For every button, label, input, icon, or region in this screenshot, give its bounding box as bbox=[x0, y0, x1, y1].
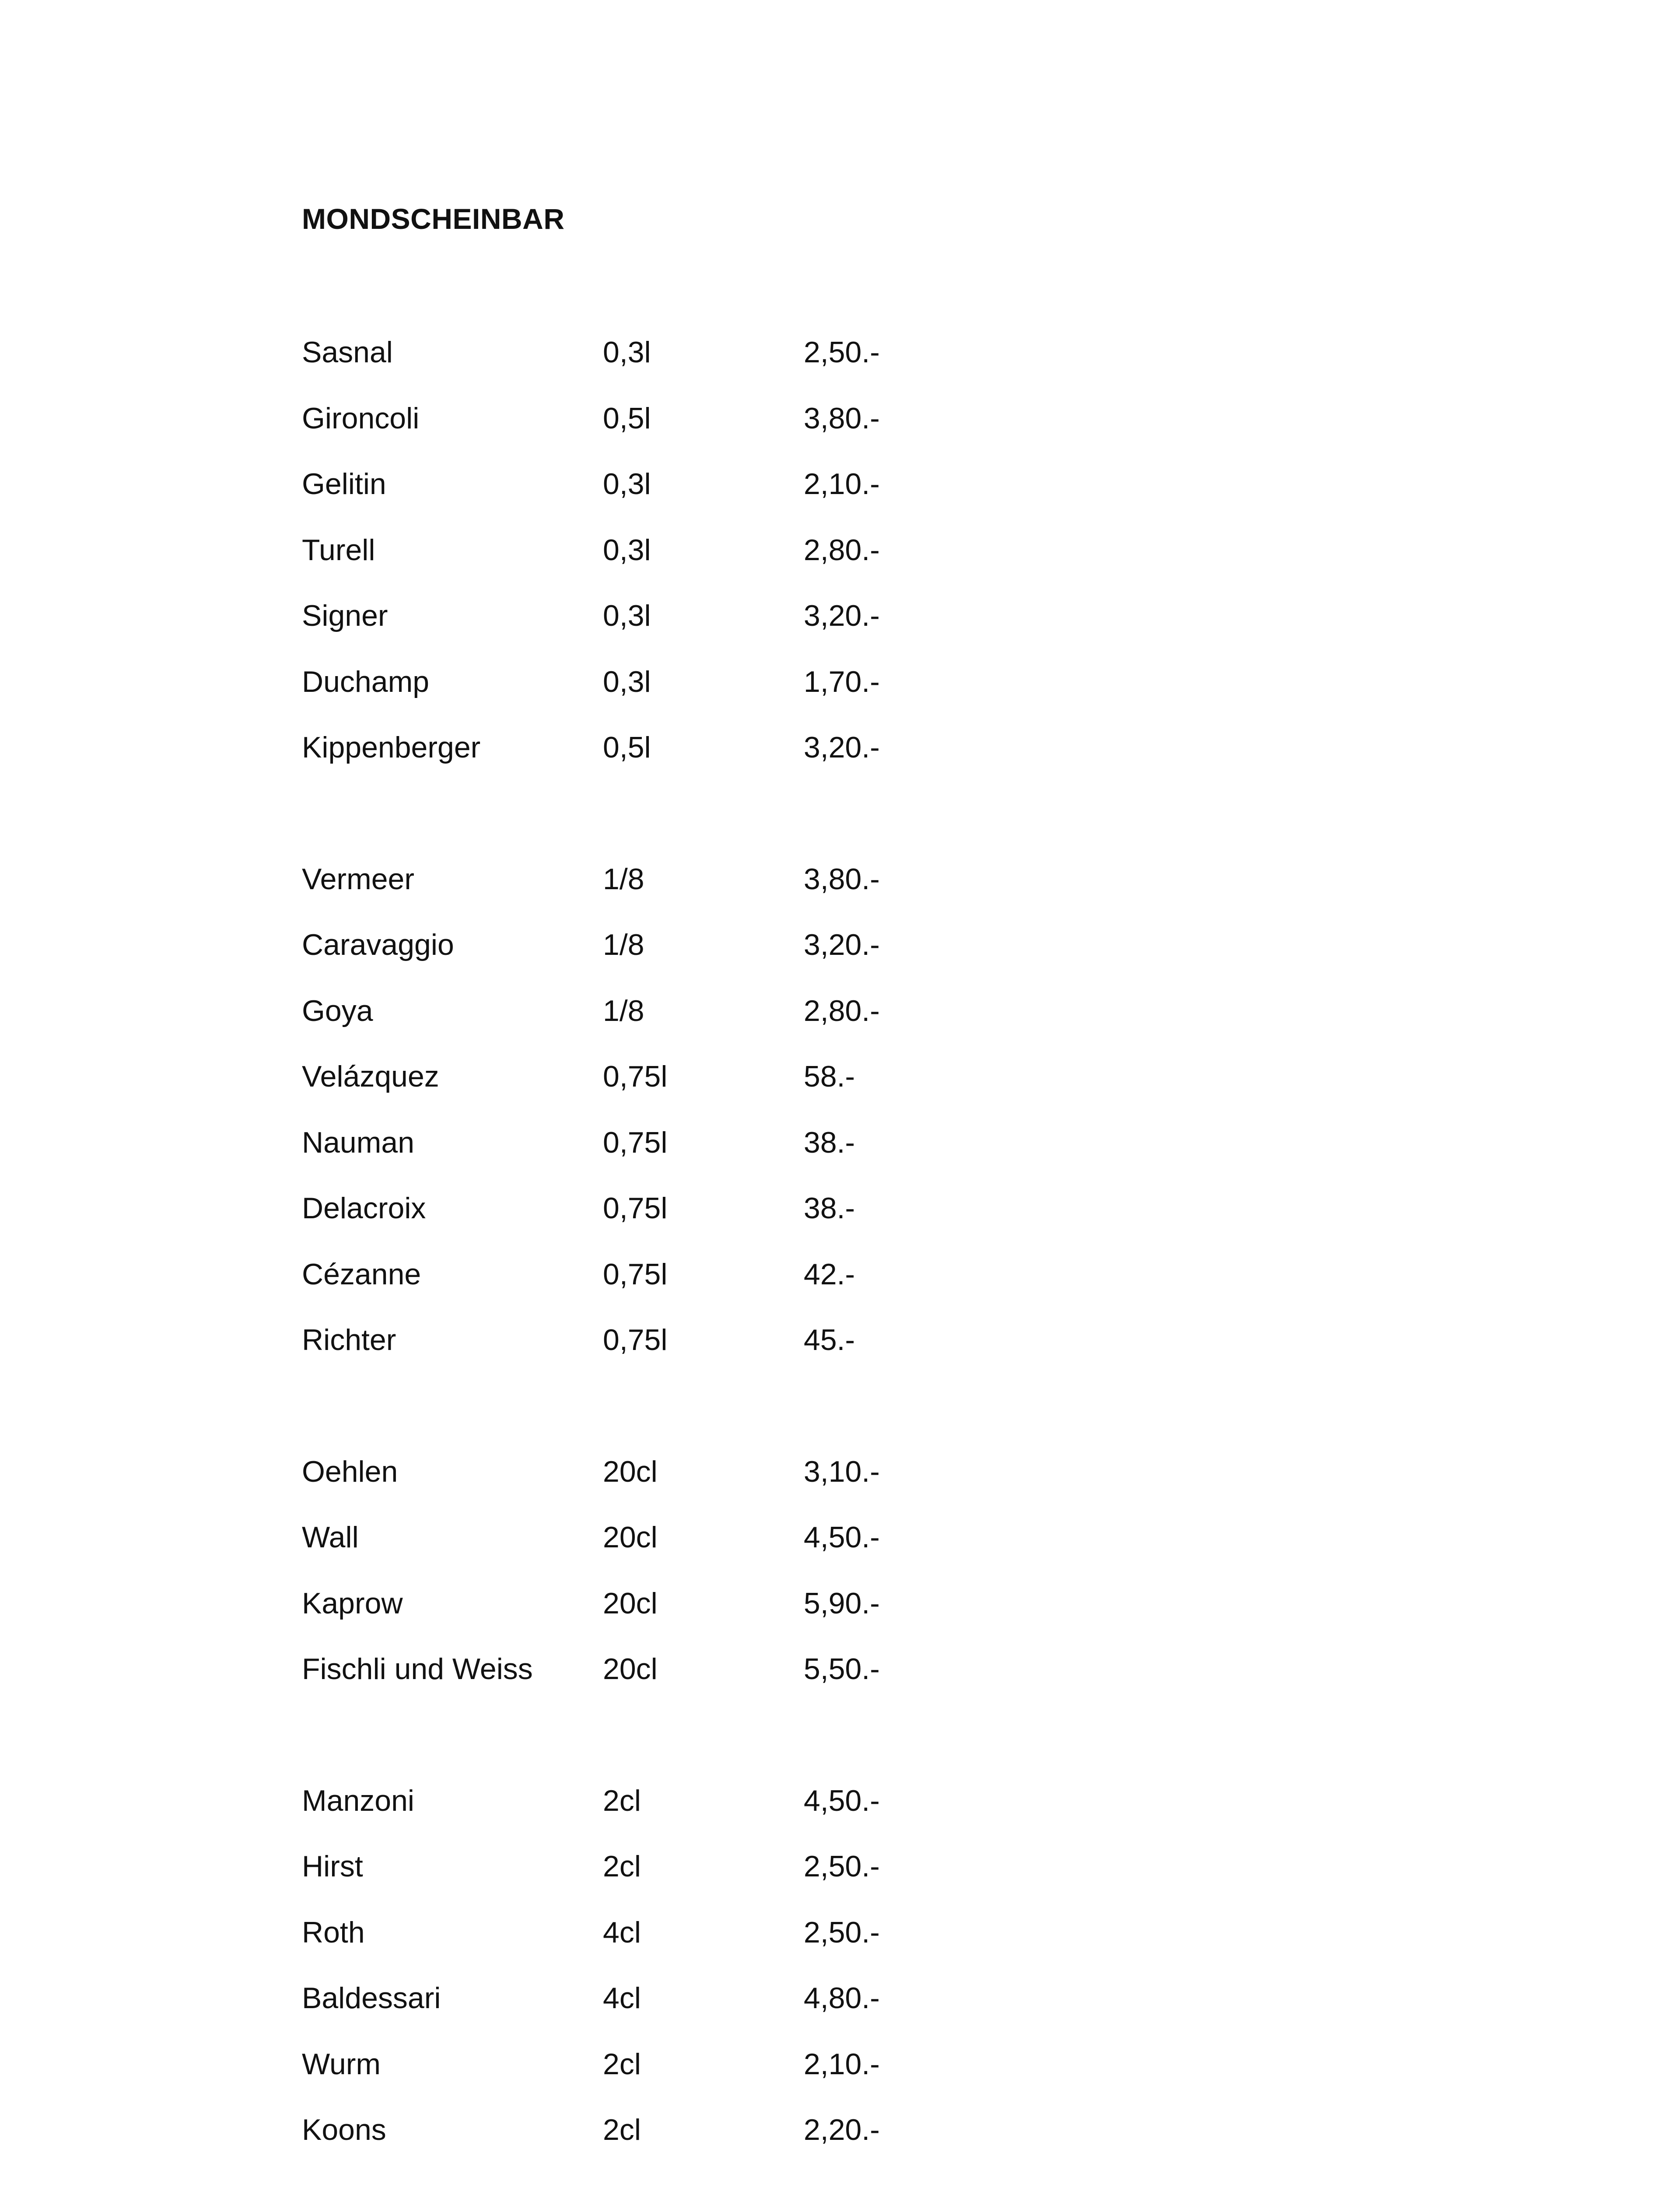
menu-row bbox=[302, 857, 1352, 923]
item-size: 20cl bbox=[603, 1521, 658, 1554]
item-size: 0,3l bbox=[603, 467, 651, 501]
item-price: 3,10.- bbox=[804, 1455, 880, 1488]
item-name: Cézanne bbox=[302, 1257, 421, 1291]
item-size: 20cl bbox=[603, 1455, 658, 1488]
item-size: 1/8 bbox=[603, 994, 644, 1027]
item-name: Vermeer bbox=[302, 862, 414, 896]
item-price: 2,10.- bbox=[804, 2047, 880, 2081]
menu-section-4 bbox=[302, 1779, 1352, 2174]
menu-row bbox=[302, 1450, 1352, 1516]
item-name: Turell bbox=[302, 533, 375, 567]
menu-row bbox=[302, 1318, 1352, 1384]
item-price: 4,50.- bbox=[804, 1521, 880, 1554]
item-size: 20cl bbox=[603, 1586, 658, 1620]
item-name: Wall bbox=[302, 1521, 359, 1554]
item-size: 0,3l bbox=[603, 665, 651, 698]
item-name: Signer bbox=[302, 599, 388, 632]
item-price: 3,80.- bbox=[804, 862, 880, 896]
item-size: 4cl bbox=[603, 1981, 641, 2015]
item-size: 0,3l bbox=[603, 336, 651, 369]
item-name: Baldessari bbox=[302, 1981, 441, 2015]
menu-row bbox=[302, 1186, 1352, 1252]
item-price: 3,80.- bbox=[804, 401, 880, 435]
menu-row bbox=[302, 2042, 1352, 2108]
item-size: 0,3l bbox=[603, 599, 651, 632]
page-title: MONDSCHEINBAR bbox=[302, 203, 565, 235]
item-size: 0,75l bbox=[603, 1257, 668, 1291]
item-price: 2,50.- bbox=[804, 1915, 880, 1949]
item-price: 5,50.- bbox=[804, 1652, 880, 1686]
item-name: Manzoni bbox=[302, 1784, 415, 1817]
item-name: Roth bbox=[302, 1915, 365, 1949]
item-name: Hirst bbox=[302, 1850, 363, 1883]
item-name: Gironcoli bbox=[302, 401, 420, 435]
menu-row bbox=[302, 1911, 1352, 1977]
item-price: 3,20.- bbox=[804, 731, 880, 764]
menu-row bbox=[302, 1976, 1352, 2042]
menu-section-3 bbox=[302, 1450, 1352, 1713]
item-price: 3,20.- bbox=[804, 599, 880, 632]
item-name: Nauman bbox=[302, 1126, 415, 1159]
menu-row bbox=[302, 462, 1352, 528]
item-name: Caravaggio bbox=[302, 928, 454, 961]
menu-row bbox=[302, 1121, 1352, 1187]
item-size: 4cl bbox=[603, 1915, 641, 1949]
item-price: 45.- bbox=[804, 1323, 855, 1357]
item-price: 4,80.- bbox=[804, 1981, 880, 2015]
item-price: 2,50.- bbox=[804, 336, 880, 369]
item-price: 2,80.- bbox=[804, 533, 880, 567]
menu-row bbox=[302, 330, 1352, 396]
item-name: Richter bbox=[302, 1323, 396, 1357]
item-name: Goya bbox=[302, 994, 373, 1027]
menu-row bbox=[302, 923, 1352, 989]
drinks-menu bbox=[302, 330, 1352, 2174]
menu-row bbox=[302, 1779, 1352, 1845]
menu-row bbox=[302, 1252, 1352, 1318]
menu-row bbox=[302, 726, 1352, 792]
item-price: 3,20.- bbox=[804, 928, 880, 961]
menu-section-2 bbox=[302, 857, 1352, 1384]
item-price: 1,70.- bbox=[804, 665, 880, 698]
item-size: 2cl bbox=[603, 1850, 641, 1883]
item-size: 1/8 bbox=[603, 928, 644, 961]
item-size: 2cl bbox=[603, 2113, 641, 2146]
item-size: 20cl bbox=[603, 1652, 658, 1686]
item-name: Fischli und Weiss bbox=[302, 1652, 533, 1686]
item-price: 38.- bbox=[804, 1126, 855, 1159]
item-price: 58.- bbox=[804, 1060, 855, 1093]
item-size: 2cl bbox=[603, 1784, 641, 1817]
menu-row bbox=[302, 528, 1352, 594]
item-name: Kippenberger bbox=[302, 731, 481, 764]
menu-row bbox=[302, 660, 1352, 726]
menu-row bbox=[302, 2108, 1352, 2174]
item-size: 0,5l bbox=[603, 731, 651, 764]
menu-section-1 bbox=[302, 330, 1352, 792]
item-price: 2,20.- bbox=[804, 2113, 880, 2146]
menu-row bbox=[302, 989, 1352, 1055]
menu-row bbox=[302, 1581, 1352, 1648]
item-size: 1/8 bbox=[603, 862, 644, 896]
item-size: 0,75l bbox=[603, 1323, 668, 1357]
item-price: 42.- bbox=[804, 1257, 855, 1291]
menu-row bbox=[302, 1055, 1352, 1121]
item-price: 38.- bbox=[804, 1192, 855, 1225]
item-price: 2,50.- bbox=[804, 1850, 880, 1883]
item-name: Velázquez bbox=[302, 1060, 439, 1093]
item-name: Kaprow bbox=[302, 1586, 403, 1620]
item-size: 2cl bbox=[603, 2047, 641, 2081]
menu-row bbox=[302, 1647, 1352, 1713]
item-name: Gelitin bbox=[302, 467, 386, 501]
menu-row bbox=[302, 1844, 1352, 1911]
item-size: 0,75l bbox=[603, 1060, 668, 1093]
item-name: Sasnal bbox=[302, 336, 393, 369]
item-name: Duchamp bbox=[302, 665, 430, 698]
item-name: Delacroix bbox=[302, 1192, 426, 1225]
menu-row bbox=[302, 594, 1352, 660]
item-name: Koons bbox=[302, 2113, 386, 2146]
item-name: Wurm bbox=[302, 2047, 381, 2081]
item-size: 0,75l bbox=[603, 1192, 668, 1225]
item-price: 2,80.- bbox=[804, 994, 880, 1027]
item-price: 5,90.- bbox=[804, 1586, 880, 1620]
item-price: 4,50.- bbox=[804, 1784, 880, 1817]
item-name: Oehlen bbox=[302, 1455, 398, 1488]
item-size: 0,3l bbox=[603, 533, 651, 567]
item-size: 0,75l bbox=[603, 1126, 668, 1159]
menu-row bbox=[302, 1515, 1352, 1581]
menu-row bbox=[302, 396, 1352, 463]
item-size: 0,5l bbox=[603, 401, 651, 435]
item-price: 2,10.- bbox=[804, 467, 880, 501]
